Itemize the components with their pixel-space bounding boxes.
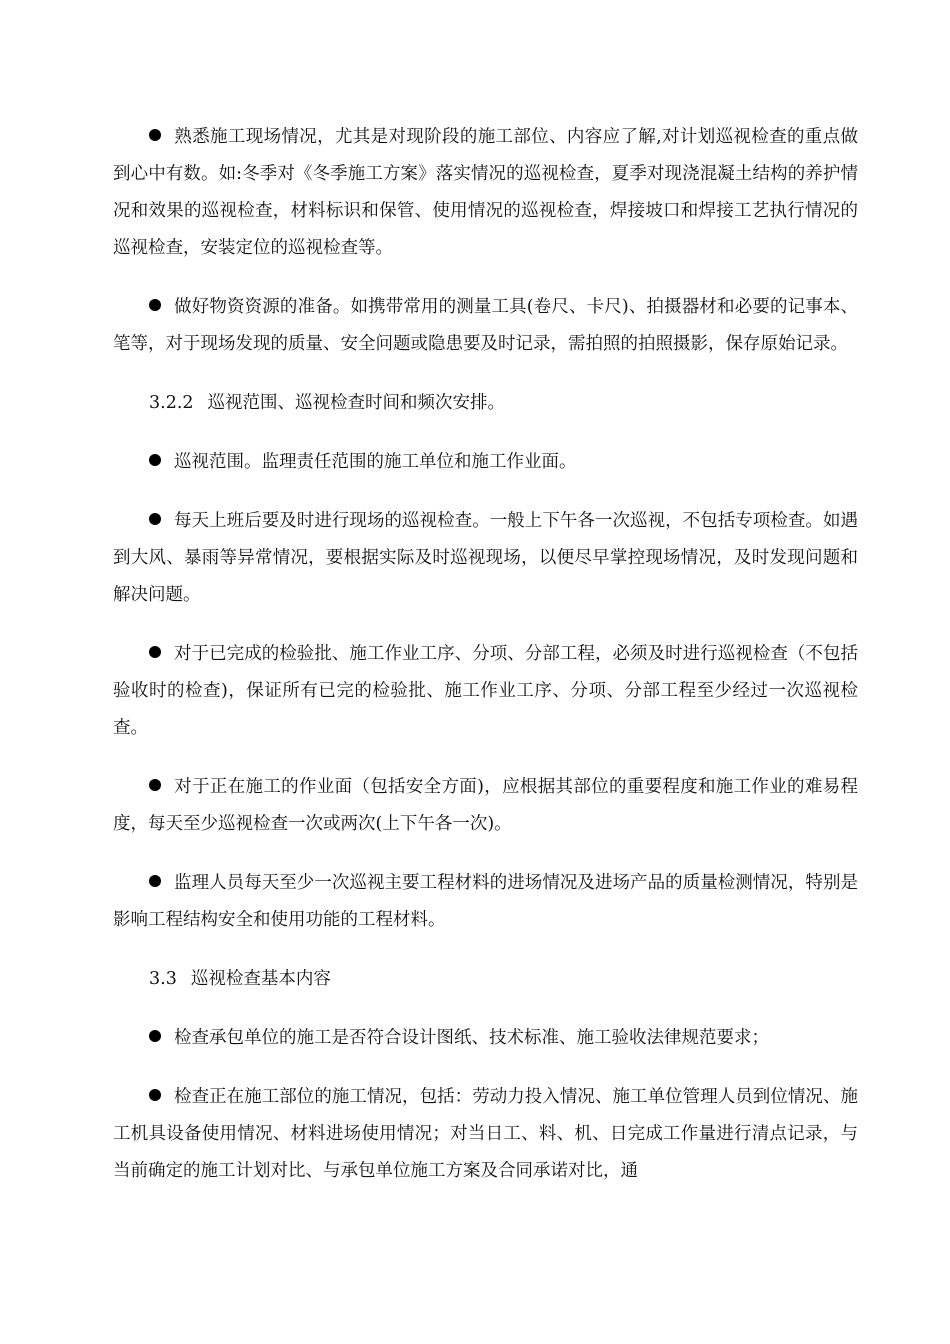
bullet-icon — [149, 513, 161, 525]
paragraph-construction-status-check — [113, 1079, 858, 1190]
paragraph-text: 检查正在施工部位的施工情况，包括：劳动力投入情况、施工单位管理人员到位情况、施工机具设备使用情况、材料进场使用情况；对当日工、料、机、日完成工作量进行清点记录，与当前确定的施工计划对比、与承包单位施工方案及合同承诺对比，通 — [113, 1087, 858, 1181]
paragraph-text: 熟悉施工现场情况，尤其是对现阶段的施工部位、内容应了解,对计划巡视检查的重点做到心中有数。如:冬季对《冬季施工方案》落实情况的巡视检查，夏季对现浇混凝土结构的养护情况和效果的巡视检查，材料标识和保管、使用情况的巡视检查，焊接坡口和焊接工艺执行情况的巡视检查，安装定位的巡视检查等。 — [113, 127, 858, 258]
paragraph-text: 对于正在施工的作业面（包括安全方面)，应根据其部位的重要程度和施工作业的难易程度，每天至少巡视检查一次或两次(上下午各一次)。 — [113, 777, 858, 834]
bullet-icon — [149, 779, 161, 791]
bullet-icon — [149, 875, 161, 887]
document-page — [113, 119, 858, 1212]
section-number: 3.2.2 — [149, 393, 194, 413]
section-number: 3.3 — [149, 969, 177, 989]
section-title: 巡视范围、巡视检查时间和频次安排。 — [207, 393, 506, 413]
section-title: 巡视检查基本内容 — [190, 969, 331, 989]
bullet-icon — [149, 299, 161, 311]
paragraph-site-familiarization — [113, 119, 858, 267]
paragraph-daily-patrol — [113, 503, 858, 614]
paragraph-text: 巡视范围。监理责任范围的施工单位和施工作业面。 — [174, 452, 577, 472]
paragraph-material-inspection — [113, 865, 858, 939]
section-heading-3-2-2 — [113, 385, 858, 422]
bullet-icon — [149, 129, 161, 141]
paragraph-text: 监理人员每天至少一次巡视主要工程材料的进场情况及进场产品的质量检测情况，特别是影响工程结构安全和使用功能的工程材料。 — [113, 873, 858, 930]
paragraph-text: 对于已完成的检验批、施工作业工序、分项、分部工程，必须及时进行巡视检查（不包括验收时的检查)，保证所有已完的检验批、施工作业工序、分项、分部工程至少经过一次巡视检查。 — [113, 644, 858, 738]
paragraph-compliance-check — [113, 1020, 858, 1057]
bullet-icon — [149, 1030, 161, 1042]
paragraph-active-work-face — [113, 769, 858, 843]
paragraph-completed-works — [113, 636, 858, 747]
paragraph-patrol-scope — [113, 444, 858, 481]
bullet-icon — [149, 646, 161, 658]
section-heading-3-3 — [113, 961, 858, 998]
bullet-icon — [149, 454, 161, 466]
paragraph-text: 做好物资资源的准备。如携带常用的测量工具(卷尺、卡尺)、拍摄器材和必要的记事本、笔等，对于现场发现的质量、安全问题或隐患要及时记录，需拍照的拍照摄影，保存原始记录。 — [113, 297, 858, 354]
paragraph-resource-preparation — [113, 289, 858, 363]
paragraph-text: 检查承包单位的施工是否符合设计图纸、技术标准、施工验收法律规范要求； — [174, 1028, 769, 1048]
bullet-icon — [149, 1089, 161, 1101]
paragraph-text: 每天上班后要及时进行现场的巡视检查。一般上下午各一次巡视，不包括专项检查。如遇到大风、暴雨等异常情况，要根据实际及时巡视现场，以便尽早掌控现场情况，及时发现问题和解决问题。 — [113, 511, 858, 605]
